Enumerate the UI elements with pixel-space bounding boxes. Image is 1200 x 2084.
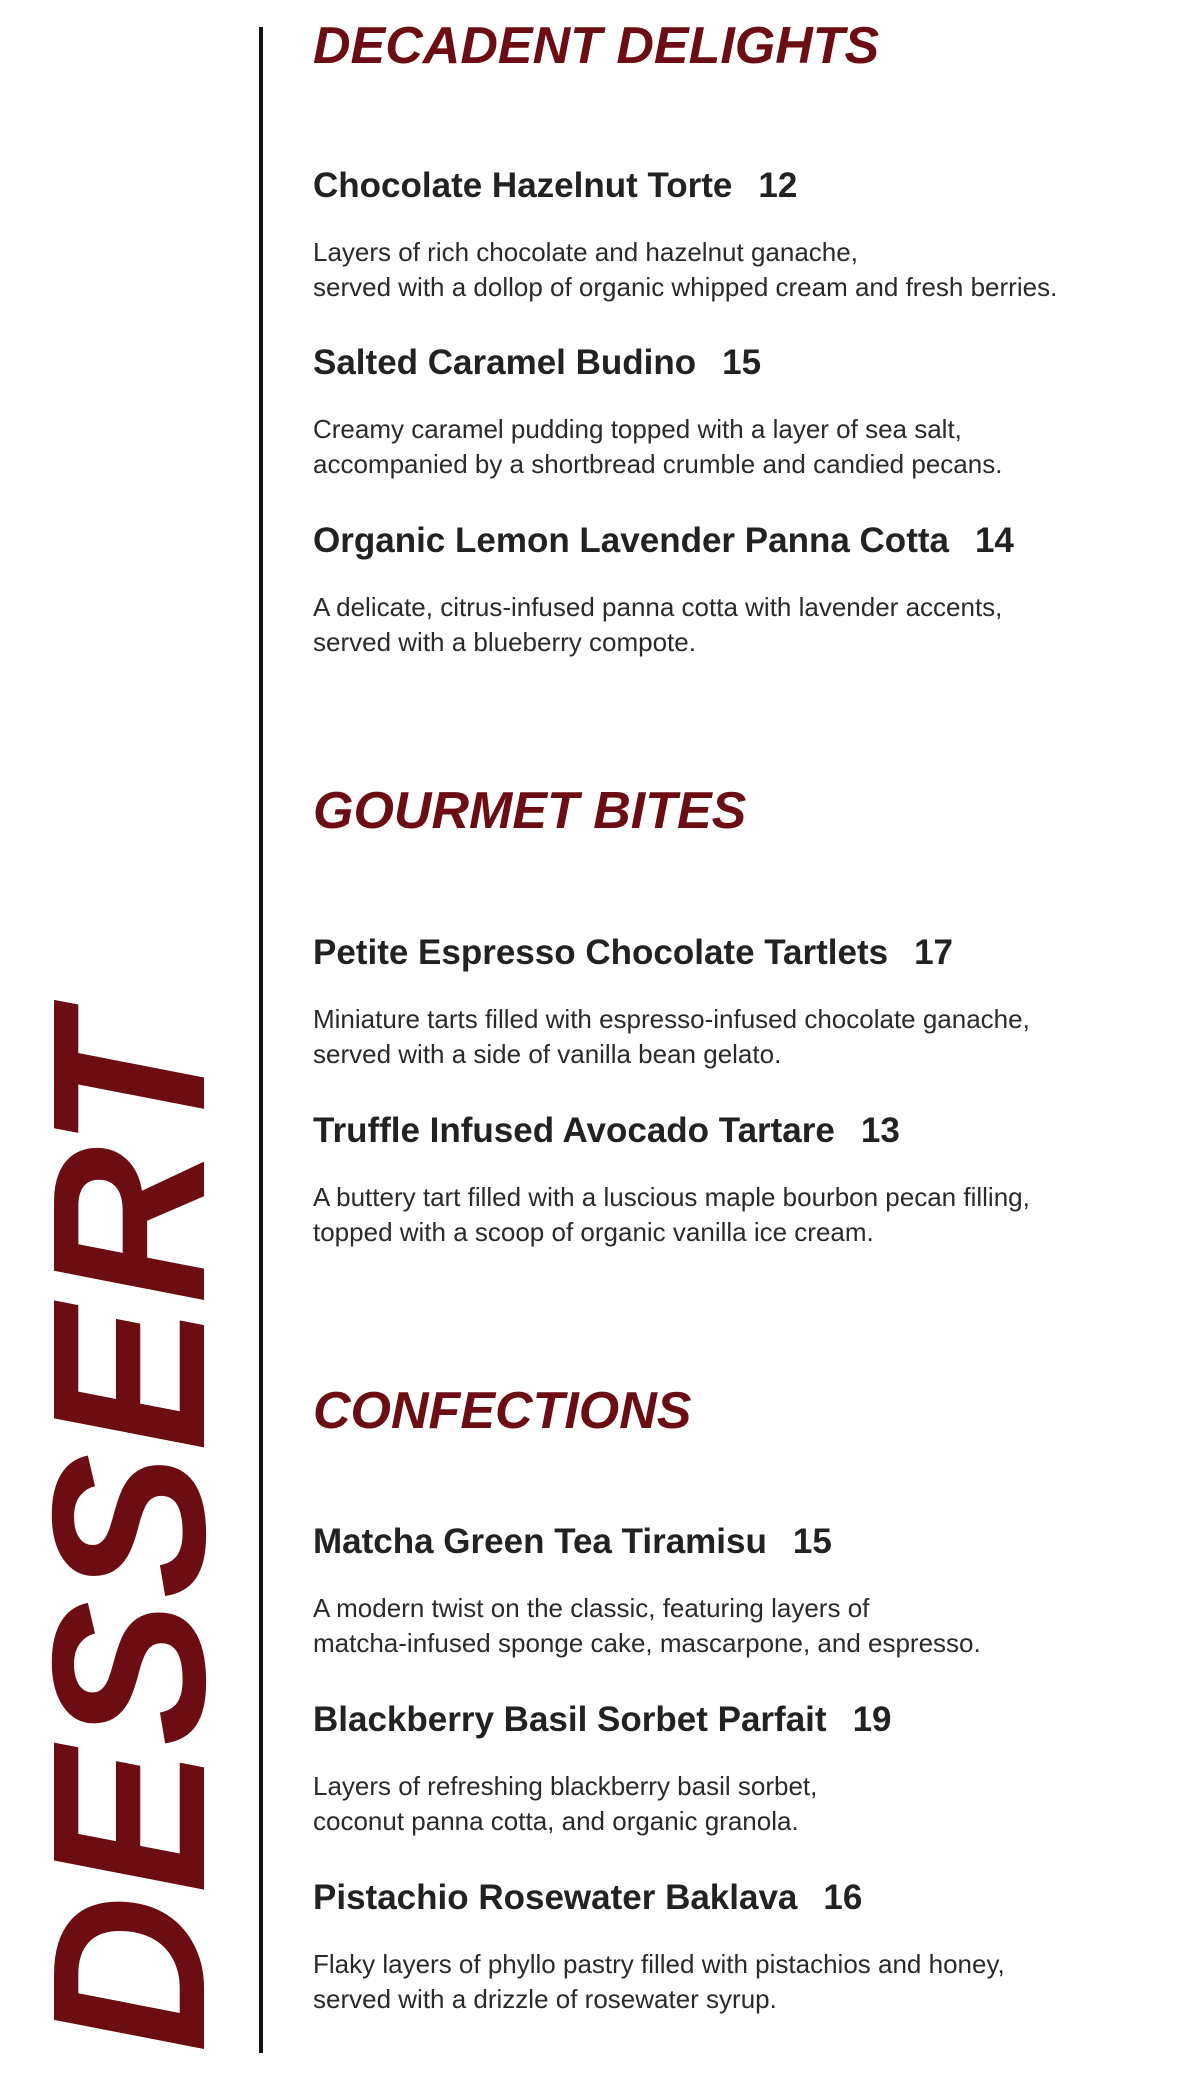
item-heading [313, 343, 1183, 383]
item-name: Chocolate Hazelnut Torte [313, 166, 733, 205]
item-price: 15 [722, 343, 762, 382]
item-name: Salted Caramel Budino [313, 343, 697, 382]
item-description: Miniature tarts filled with espresso-infused chocolate ganache, served with a side of vanilla bean gelato. [313, 1004, 1030, 1069]
item-heading [313, 1522, 1183, 1562]
side-title-area [0, 0, 260, 2084]
item-heading [313, 1111, 1183, 1151]
item-heading [313, 1878, 1183, 1918]
item-price: 16 [823, 1878, 863, 1917]
menu-item [313, 933, 1183, 1072]
section-title-confections: CONFECTIONS [313, 1382, 692, 1440]
item-name: Truffle Infused Avocado Tartare [313, 1111, 835, 1150]
item-price: 19 [852, 1700, 892, 1739]
item-description: Flaky layers of phyllo pastry filled with pistachios and honey, served with a drizzle of rosewater syrup. [313, 1949, 1005, 2014]
side-title: DESSERT [8, 1013, 251, 2053]
menu-item [313, 343, 1183, 482]
item-price: 15 [792, 1522, 832, 1561]
vertical-divider [259, 27, 263, 2053]
item-description: A delicate, citrus-infused panna cotta with lavender accents, served with a blueberry compote. [313, 592, 1003, 657]
item-price: 17 [914, 933, 954, 972]
item-price: 14 [974, 521, 1014, 560]
item-heading [313, 933, 1183, 973]
section-title-gourmet-bites: GOURMET BITES [313, 782, 747, 840]
item-price: 12 [758, 166, 798, 205]
section-title-decadent-delights: DECADENT DELIGHTS [313, 17, 880, 75]
item-name: Blackberry Basil Sorbet Parfait [313, 1700, 827, 1739]
item-name: Organic Lemon Lavender Panna Cotta [313, 521, 949, 560]
item-description: A modern twist on the classic, featuring layers of matcha-infused sponge cake, mascarpone, and espresso. [313, 1593, 981, 1658]
item-description: Layers of refreshing blackberry basil sorbet, coconut panna cotta, and organic granola. [313, 1771, 818, 1836]
item-heading [313, 1700, 1183, 1740]
menu-item [313, 1700, 1183, 1839]
item-description: Creamy caramel pudding topped with a layer of sea salt, accompanied by a shortbread crumble and candied pecans. [313, 414, 1003, 479]
item-heading [313, 521, 1183, 561]
item-name: Pistachio Rosewater Baklava [313, 1878, 798, 1917]
item-name: Petite Espresso Chocolate Tartlets [313, 933, 889, 972]
menu-item [313, 1111, 1183, 1250]
item-price: 13 [860, 1111, 900, 1150]
menu-item [313, 166, 1183, 305]
item-description: Layers of rich chocolate and hazelnut ganache, served with a dollop of organic whipped cream and fresh berries. [313, 237, 1058, 302]
menu-item [313, 521, 1183, 660]
item-heading [313, 166, 1183, 206]
menu-item [313, 1878, 1183, 2017]
menu-item [313, 1522, 1183, 1661]
item-description: A buttery tart filled with a luscious maple bourbon pecan filling, topped with a scoop of organic vanilla ice cream. [313, 1182, 1030, 1247]
item-name: Matcha Green Tea Tiramisu [313, 1522, 767, 1561]
